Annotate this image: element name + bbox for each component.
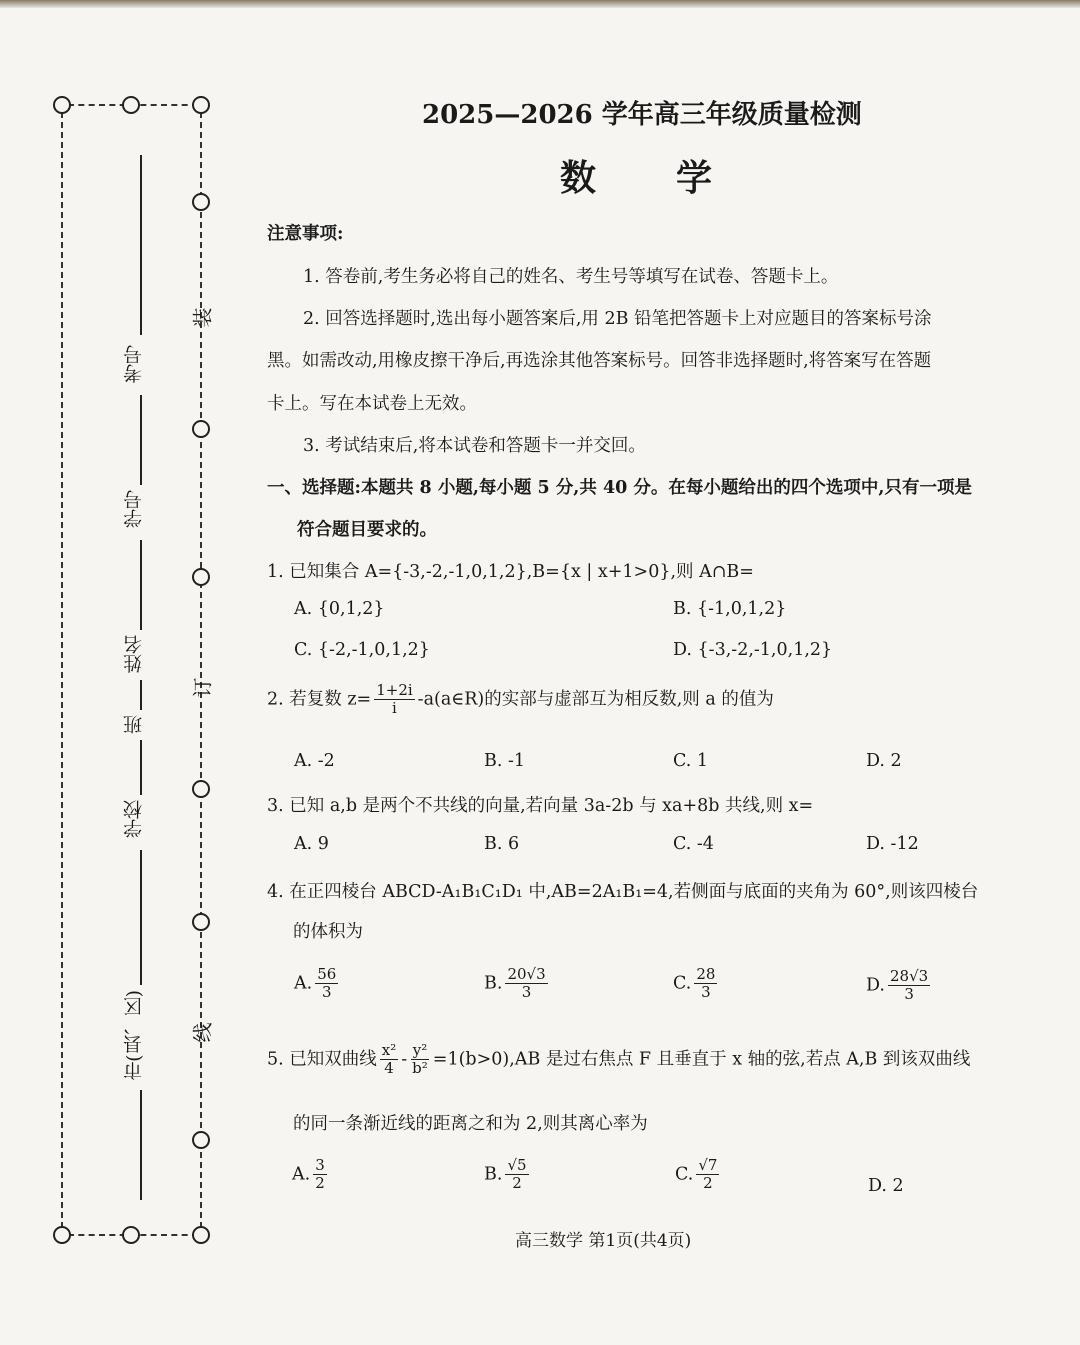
option-letter: A. — [294, 973, 313, 994]
q5-a-num: 3 — [315, 1156, 325, 1174]
q4-b-num: 20√3 — [507, 965, 546, 983]
q5-c-num: √7 — [698, 1156, 718, 1174]
q4-option-a — [294, 966, 341, 1002]
circle-icon — [192, 568, 210, 586]
q4-a-num: 56 — [317, 965, 337, 983]
q5-b-den: 2 — [512, 1174, 522, 1193]
circle-icon — [192, 193, 210, 211]
field-line — [140, 395, 142, 485]
q1-option-b: B. {-1,0,1,2} — [673, 599, 787, 619]
field-student-number: 学号 — [123, 490, 145, 528]
notice-item: 3. 考试结束后,将本试卷和答题卡一并交回。 — [303, 436, 646, 456]
option-letter: B. — [484, 1164, 503, 1185]
circle-icon — [192, 420, 210, 438]
q2-option-c: C. 1 — [673, 751, 709, 771]
bind-mark-zhuang: 装 — [190, 307, 215, 328]
q5-c-den: 2 — [703, 1174, 713, 1193]
circle-icon — [53, 1226, 71, 1244]
circle-icon — [53, 96, 71, 114]
q3-stem: 3. 已知 a,b 是两个不共线的向量,若向量 3a-2b 与 xa+8b 共线,则 x= — [267, 796, 814, 816]
field-line — [140, 740, 142, 795]
field-line — [140, 850, 142, 985]
field-line — [140, 540, 142, 630]
q2-stem — [267, 682, 774, 718]
q5-f2-num: y² — [412, 1041, 428, 1059]
q5-minus: - — [401, 1049, 408, 1070]
subject-title: 数学 — [560, 157, 793, 199]
q3-option-c: C. -4 — [673, 834, 714, 854]
circle-icon — [192, 1131, 210, 1149]
field-school: 学校 — [123, 800, 145, 838]
q2-prefix: 2. 若复数 z= — [267, 689, 372, 710]
q5-f1-num: x² — [381, 1041, 397, 1059]
q4-stem-cont: 的体积为 — [293, 922, 363, 942]
field-line — [140, 155, 142, 335]
q3-option-d: D. -12 — [866, 834, 919, 854]
notice-item: 黑。如需改动,用橡皮擦干净后,再选涂其他答案标号。回答非选择题时,将答案写在答题 — [267, 351, 932, 371]
q5-f2-den: b² — [412, 1059, 428, 1078]
margin-right-dash — [200, 112, 202, 1228]
q1-stem: 1. 已知集合 A={-3,-2,-1,0,1,2},B={x | x+1>0},则 A∩B= — [267, 562, 754, 582]
q5-option-c — [675, 1157, 722, 1193]
notice-heading: 注意事项: — [267, 224, 344, 244]
field-city: 市(县、区) — [123, 990, 145, 1081]
q1-option-a: A. {0,1,2} — [294, 599, 385, 619]
option-letter: C. — [673, 973, 692, 994]
q5-option-b — [484, 1157, 532, 1193]
margin-left-dash — [61, 112, 63, 1228]
notice-item: 2. 回答选择题时,选出每小题答案后,用 2B 铅笔把答题卡上对应题目的答案标号涂 — [303, 309, 932, 329]
notice-item: 1. 答卷前,考生务必将自己的姓名、考生号等填写在试卷、答题卡上。 — [303, 267, 839, 287]
q5-option-d: D. 2 — [868, 1176, 904, 1196]
q2-option-d: D. 2 — [866, 751, 902, 771]
q5-suffix: =1(b>0),AB 是过右焦点 F 且垂直于 x 轴的弦,若点 A,B 到该双曲线 — [432, 1049, 971, 1070]
q2-suffix: -a(a∈R)的实部与虚部互为相反数,则 a 的值为 — [417, 689, 774, 710]
circle-icon — [192, 1226, 210, 1244]
q4-option-b — [484, 966, 551, 1002]
q4-a-den: 3 — [321, 983, 332, 1002]
option-letter: D. — [866, 975, 885, 996]
q5-stem-cont: 的同一条渐近线的距离之和为 2,则其离心率为 — [293, 1114, 648, 1134]
option-letter: C. — [675, 1164, 694, 1185]
q1-option-d: D. {-3,-2,-1,0,1,2} — [673, 640, 833, 660]
field-class: 班 — [123, 715, 145, 734]
q2-fraction — [374, 682, 414, 718]
q4-option-d — [866, 968, 933, 1004]
q4-d-num: 28√3 — [889, 967, 929, 985]
q2-option-b: B. -1 — [484, 751, 526, 771]
circle-icon — [122, 96, 140, 114]
q4-option-c — [673, 966, 720, 1002]
q5-b-num: √5 — [507, 1156, 527, 1174]
q3-option-b: B. 6 — [484, 834, 520, 854]
field-line — [140, 1090, 142, 1200]
q2-fraction-den: i — [392, 699, 397, 718]
field-line — [140, 680, 142, 710]
option-letter: B. — [484, 973, 503, 994]
notice-item: 卡上。写在本试卷上无效。 — [267, 394, 477, 414]
q4-c-den: 3 — [701, 983, 711, 1002]
q5-prefix: 5. 已知双曲线 — [267, 1049, 377, 1070]
q1-option-c: C. {-2,-1,0,1,2} — [294, 640, 430, 660]
field-name: 姓名 — [123, 635, 145, 673]
section-heading-cont: 符合题目要求的。 — [297, 520, 437, 540]
scan-top-edge — [0, 0, 1080, 8]
q5-option-a — [292, 1157, 330, 1193]
q4-stem: 4. 在正四棱台 ABCD-A₁B₁C₁D₁ 中,AB=2A₁B₁=4,若侧面与底面的夹角为 60°,则该四棱台 — [267, 882, 979, 902]
q2-option-a: A. -2 — [294, 751, 335, 771]
circle-icon — [122, 1226, 140, 1244]
q2-fraction-num: 1+2i — [376, 681, 413, 699]
exam-title: 2025—2026 学年高三年级质量检测 — [422, 100, 862, 130]
page-footer: 高三数学 第1页(共4页) — [515, 1231, 692, 1251]
bind-mark-ding: 订 — [190, 677, 215, 698]
q5-a-den: 2 — [315, 1174, 325, 1193]
q3-option-a: A. 9 — [294, 834, 329, 854]
q5-stem — [267, 1042, 970, 1078]
circle-icon — [192, 96, 210, 114]
section-heading: 一、选择题:本题共 8 小题,每小题 5 分,共 40 分。在每小题给出的四个选项中,只有一项是 — [267, 478, 972, 498]
field-exam-number: 考号 — [123, 345, 145, 383]
option-letter: A. — [292, 1164, 311, 1185]
q4-c-num: 28 — [696, 965, 716, 983]
q4-d-den: 3 — [904, 985, 914, 1004]
circle-icon — [192, 780, 210, 798]
q5-f1-den: 4 — [384, 1059, 394, 1078]
circle-icon — [192, 913, 210, 931]
bind-mark-xian: 线 — [190, 1022, 215, 1043]
q4-b-den: 3 — [521, 983, 532, 1002]
